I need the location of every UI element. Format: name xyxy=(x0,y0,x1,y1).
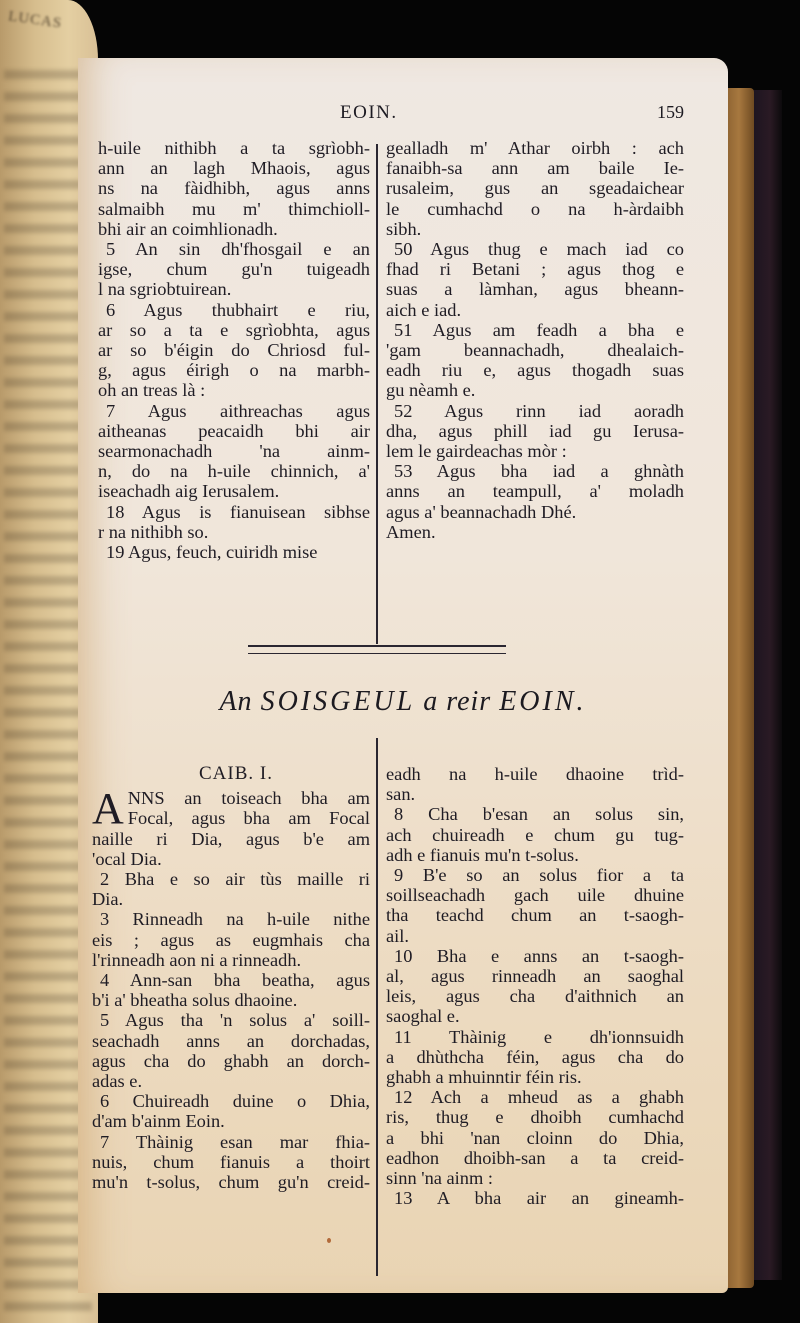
text-line: adas e. xyxy=(92,1071,143,1092)
text-line: 19 Agus, feuch, cuiridh mise xyxy=(106,542,318,563)
text-line: eis ; agus as eugmhais cha xyxy=(92,929,370,950)
text-line: fhad ri Betani ; agus thog e xyxy=(386,259,684,280)
text-line: soillseachadh gach uile dhuine xyxy=(386,885,684,906)
text-line: 9 B'e so an solus fior a ta xyxy=(394,865,684,886)
text-line: gealladh m' Athar oirbh : ach xyxy=(386,138,684,158)
text-line: 'ocal Dia. xyxy=(92,848,162,869)
text-line: al, agus rinneadh an saoghal xyxy=(386,966,684,987)
text-line: adh e fianuis mu'n t-solus. xyxy=(386,844,579,865)
book-title-prefix: An xyxy=(219,686,253,717)
text-line: 6 Agus thubhairt e riu, xyxy=(106,299,370,320)
book-title xyxy=(78,686,728,718)
text-line: 10 Bha e anns an t-saogh- xyxy=(394,945,684,966)
bottom-right-column xyxy=(386,764,684,1208)
book-title-name: EOIN. xyxy=(499,686,587,717)
text-line: searmonachadh 'na ainm- xyxy=(98,441,370,462)
text-line: eadh riu e, agus thogadh suas xyxy=(386,360,684,381)
text-line: naille ri Dia, agus b'e am xyxy=(92,828,370,849)
text-line: lem le gairdeachas mòr : xyxy=(386,441,567,462)
text-line: le cumhachd o na h-àrdaibh xyxy=(386,198,684,219)
text-line: aitheanas peacaidh bhi air xyxy=(98,420,370,441)
text-line: fanaibh-sa ann am baile Ie- xyxy=(386,158,684,179)
text-line: r na nithibh so. xyxy=(98,521,209,542)
running-title: EOIN. xyxy=(340,102,398,123)
text-line: Dia. xyxy=(92,889,124,910)
text-line: san. xyxy=(386,784,416,805)
text-line: b'i a' bheatha solus dhaoine. xyxy=(92,990,298,1011)
book-title-connector: a reir xyxy=(423,686,492,717)
text-line: 7 Thàinig esan mar fhia- xyxy=(100,1131,370,1152)
bottom-left-lines xyxy=(92,808,370,1192)
ink-spot xyxy=(327,1238,331,1243)
text-line: l na sgriobtuirean. xyxy=(98,279,232,300)
drop-cap: A xyxy=(92,784,124,834)
text-line: agus a' beannachadh Dhé. xyxy=(386,501,577,522)
text-line: 7 Agus aithreachas agus xyxy=(106,400,370,421)
text-line: 6 Chuireadh duine o Dhia, xyxy=(100,1091,370,1112)
text-line: ach chuireadh e chum gu tug- xyxy=(386,824,684,845)
text-line: eadh na h-uile dhaoine trìd- xyxy=(386,764,684,784)
text-line: n, do na h-uile chinnich, a' xyxy=(98,461,370,482)
text-line: ann an lagh Mhaois, agus xyxy=(98,158,370,179)
text-line: dha, agus phill iad gu Ierusa- xyxy=(386,420,684,441)
top-right-column xyxy=(386,138,684,542)
text-line: 'gam beannachadh, dhealaich- xyxy=(386,340,684,361)
text-line: l'rinneadh aon ni a rinneadh. xyxy=(92,949,302,970)
text-line: 50 Agus thug e mach iad co xyxy=(394,239,684,260)
text-line: rusaleim, gus an sgeadaichear xyxy=(386,178,684,199)
text-line: 53 Agus bha iad a ghnàth xyxy=(394,461,684,482)
text-line: mu'n t-solus, chum gu'n creid- xyxy=(92,1172,370,1193)
text-line: tha teachd chum an t-saogh- xyxy=(386,905,684,926)
text-line: 11 Thàinig e dh'ionnsuidh xyxy=(394,1026,684,1047)
text-line: iseachadh aig Ierusalem. xyxy=(98,481,280,502)
text-line: a bhi 'nan cloinn do Dhia, xyxy=(386,1127,684,1148)
text-line: 12 Ach a mheud as a ghabh xyxy=(394,1087,684,1108)
book-page xyxy=(78,58,728,1293)
column-divider-top xyxy=(376,144,378,644)
page-number: 159 xyxy=(657,102,684,122)
text-line: 18 Agus is fianuisean sibhse xyxy=(106,501,370,522)
text-line: suas a làmhan, agus bheann- xyxy=(386,279,684,300)
text-line: g, agus éirigh o na marbh- xyxy=(98,360,370,381)
text-line: bhi air an coimhlionadh. xyxy=(98,218,278,239)
text-line: d'am b'ainm Eoin. xyxy=(92,1111,225,1132)
text-line: ns na fàidhibh, agus anns xyxy=(98,178,370,199)
text-line: seachadh anns an dorchadas, xyxy=(92,1030,370,1051)
bottom-left-column xyxy=(92,764,370,1192)
text-line: sinn 'na ainm : xyxy=(386,1168,494,1189)
text-line: ar so b'éigin do Chriosd ful- xyxy=(98,340,370,361)
first-verse-line: NNS an toiseach bha am xyxy=(127,788,370,809)
text-line: leis, agus cha d'aithnich an xyxy=(386,986,684,1007)
text-line: ghabh a mhuinntir féin ris. xyxy=(386,1067,582,1088)
text-line: ail. xyxy=(386,925,409,946)
previous-page-running-title: LUCAS xyxy=(7,8,64,32)
text-line: a dhùthcha féin, agus cha do xyxy=(386,1046,684,1067)
text-line: agus cha do ghabh an dorch- xyxy=(92,1050,370,1071)
text-line: gu nèamh e. xyxy=(386,380,476,401)
text-line: nuis, chum fianuis a thoirt xyxy=(92,1151,370,1172)
text-line: eadhon dhoibh-san a ta creid- xyxy=(386,1147,684,1168)
text-line: 8 Cha b'esan an solus sin, xyxy=(394,804,684,825)
top-left-column xyxy=(98,138,370,562)
text-line: aich e iad. xyxy=(386,299,462,320)
text-line: ar so a ta e sgrìobhta, agus xyxy=(98,319,370,340)
text-line: 5 Agus tha 'n solus a' soill- xyxy=(100,1010,370,1031)
text-line: salmaibh mu m' thimchioll- xyxy=(98,198,370,219)
text-line: ris, thug e dhoibh cumhachd xyxy=(386,1107,684,1128)
page-block-edge xyxy=(724,88,754,1288)
book-cover xyxy=(752,90,782,1280)
text-line: anns an teampull, a' moladh xyxy=(386,481,684,502)
text-line: Amen. xyxy=(386,521,436,542)
text-line: 52 Agus rinn iad aoradh xyxy=(394,400,684,421)
text-line: sibh. xyxy=(386,218,422,239)
text-line: 3 Rinneadh na h-uile nithe xyxy=(100,909,370,930)
chapter-heading: CAIB. I. xyxy=(199,763,273,784)
column-divider-bottom xyxy=(376,738,378,1276)
text-line: igse, chum gu'n tuigeadh xyxy=(98,259,370,280)
text-line: 2 Bha e so air tùs maille ri xyxy=(100,869,370,890)
text-line: oh an treas là : xyxy=(98,380,206,401)
text-line: Focal, agus bha am Focal xyxy=(127,808,370,829)
text-line: h-uile nithibh a ta sgrìobh- xyxy=(98,138,370,158)
text-line: 4 Ann-san bha beatha, agus xyxy=(100,970,370,991)
text-line: saoghal e. xyxy=(386,1006,460,1027)
section-double-rule xyxy=(248,645,506,654)
text-line: 13 A bha air an gineamh- xyxy=(394,1188,684,1209)
running-head xyxy=(78,102,728,126)
text-line: 5 An sin dh'fhosgail e an xyxy=(106,239,370,260)
text-line: 51 Agus am feadh a bha e xyxy=(394,319,684,340)
book-title-main: SOISGEUL xyxy=(260,686,416,717)
